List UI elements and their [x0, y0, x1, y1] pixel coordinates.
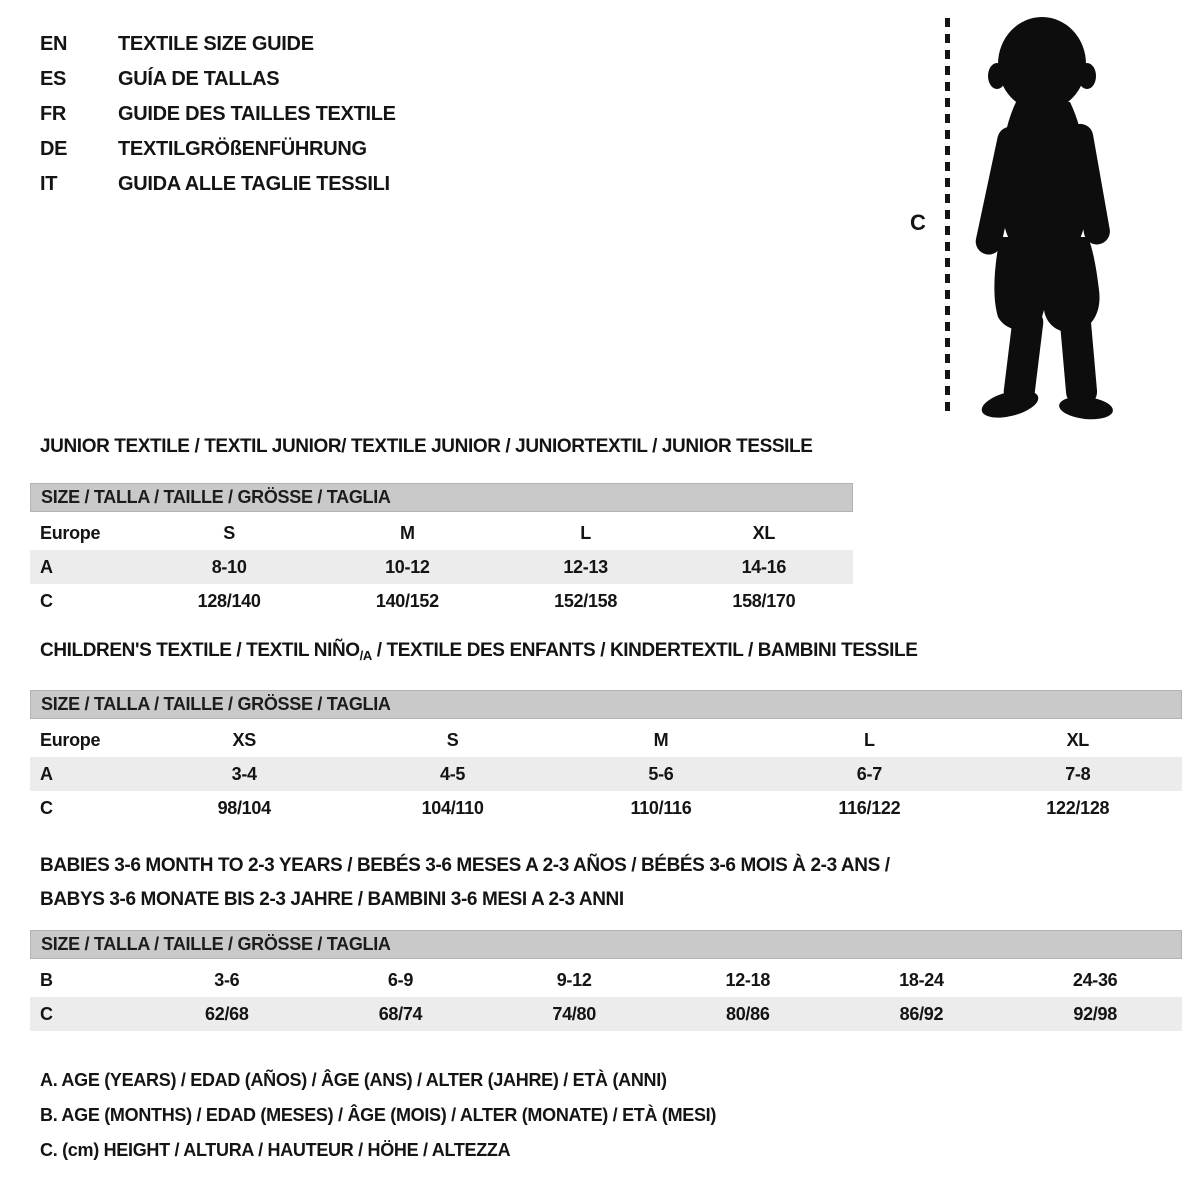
table-row-age — [30, 757, 1182, 791]
section-childrens-textile — [30, 640, 1182, 818]
footnote-b: B. AGE (MONTHS) / EDAD (MESES) / ÂGE (MOIS) / ALTER (MONATE) / ETÀ (MESI) — [40, 1105, 717, 1125]
cell: XL — [752, 522, 776, 543]
cell: 9-12 — [556, 969, 592, 990]
language-code: ES — [40, 68, 67, 90]
cell: XS — [232, 729, 256, 750]
footnotes — [40, 1063, 716, 1168]
cell: 14-16 — [741, 556, 787, 577]
section-title-line2: BABYS 3-6 MONATE BIS 2-3 JAHRE / BAMBINI 3-6 MESI A 2-3 ANNI — [40, 889, 624, 910]
cell: 3-4 — [231, 763, 257, 784]
children-size-table — [30, 723, 1182, 825]
title-part: CHILDREN'S TEXTILE / TEXTIL NIÑO — [40, 640, 360, 661]
table-row-europe — [30, 723, 1182, 757]
size-header-bar: SIZE / TALLA / TAILLE / GRÖSSE / TAGLIA — [30, 690, 1182, 719]
row-label: Europe — [40, 729, 101, 750]
cell: S — [446, 729, 459, 750]
cell: 62/68 — [205, 1003, 249, 1024]
title-subscript: /A — [359, 648, 372, 663]
cell: 6-7 — [856, 763, 882, 784]
language-title: GUIDE DES TAILLES TEXTILE — [118, 103, 396, 125]
size-figure — [0, 0, 1200, 430]
table-row-height — [30, 997, 1182, 1031]
table-row-europe — [30, 516, 853, 550]
footnote-c: C. (cm) HEIGHT / ALTURA / HAUTEUR / HÖHE / ALTEZZA — [40, 1140, 511, 1160]
babies-size-table — [30, 963, 1182, 1031]
row-label: B — [40, 969, 53, 990]
cell: 128/140 — [197, 590, 261, 611]
cell: 122/128 — [1046, 797, 1110, 818]
section-title: JUNIOR TEXTILE / TEXTIL JUNIOR/ TEXTILE JUNIOR / JUNIORTEXTIL / JUNIOR TESSILE — [40, 436, 813, 457]
cell: 116/122 — [838, 797, 901, 818]
size-header-bar: SIZE / TALLA / TAILLE / GRÖSSE / TAGLIA — [30, 930, 1182, 959]
cell: 10-12 — [385, 556, 430, 577]
section-title-line1: BABIES 3-6 MONTH TO 2-3 YEARS / BEBÉS 3-6 MESES A 2-3 AÑOS / BÉBÉS 3-6 MOIS À 2-3 ANS / — [40, 855, 890, 876]
cell: 3-6 — [214, 969, 240, 990]
cell: 110/116 — [630, 797, 692, 818]
cell: 8-10 — [211, 556, 247, 577]
cell: 7-8 — [1065, 763, 1091, 784]
row-label: Europe — [40, 522, 101, 543]
figure-label-c: C — [910, 210, 926, 235]
cell: 24-36 — [1072, 969, 1118, 990]
language-code: EN — [40, 33, 68, 55]
cell: S — [223, 522, 235, 543]
title-part: / TEXTILE DES ENFANTS / KINDERTEXTIL / BAMBINI TESSILE — [371, 640, 918, 661]
language-title: GUIDA ALLE TAGLIE TESSILI — [118, 173, 390, 195]
cell: 74/80 — [552, 1003, 596, 1024]
cell: 104/110 — [421, 797, 484, 818]
cell: 6-9 — [387, 969, 414, 990]
language-title: TEXTILGRÖßENFÜHRUNG — [118, 138, 367, 160]
cell: L — [580, 522, 591, 543]
cell: 12-18 — [725, 969, 771, 990]
language-code: IT — [40, 173, 58, 195]
cell: 158/170 — [732, 590, 796, 611]
row-label: C — [40, 1003, 53, 1024]
height-dashed-line — [945, 18, 950, 415]
section-junior-textile — [30, 436, 853, 611]
cell: 80/86 — [726, 1003, 770, 1024]
cell: 98/104 — [217, 797, 271, 818]
cell: 86/92 — [899, 1003, 944, 1024]
section-babies-textile — [30, 849, 1182, 1024]
cell: 140/152 — [375, 590, 439, 611]
language-code: DE — [40, 138, 68, 160]
cell: L — [864, 729, 875, 750]
row-label: A — [40, 763, 53, 784]
language-code: FR — [40, 103, 67, 125]
table-row-height — [30, 791, 1182, 825]
cell: 68/74 — [378, 1003, 423, 1024]
cell: 5-6 — [648, 763, 674, 784]
cell: M — [653, 729, 669, 750]
cell: 12-13 — [563, 556, 608, 577]
junior-size-table — [30, 516, 853, 618]
row-label: C — [40, 797, 53, 818]
table-row-height — [30, 584, 853, 618]
language-title: TEXTILE SIZE GUIDE — [118, 33, 314, 55]
cell: M — [400, 522, 415, 543]
table-row-age — [30, 550, 853, 584]
table-row-months — [30, 963, 1182, 997]
cell: 92/98 — [1073, 1003, 1117, 1024]
cell: 18-24 — [899, 969, 944, 990]
size-header-bar: SIZE / TALLA / TAILLE / GRÖSSE / TAGLIA — [30, 483, 853, 512]
row-label: C — [40, 590, 53, 611]
row-label: A — [40, 556, 53, 577]
toddler-silhouette-icon — [962, 12, 1140, 422]
language-title: GUÍA DE TALLAS — [118, 68, 280, 90]
cell: 4-5 — [440, 763, 466, 784]
cell: 152/158 — [554, 590, 618, 611]
footnote-a: A. AGE (YEARS) / EDAD (AÑOS) / ÂGE (ANS) / ALTER (JAHRE) / ETÀ (ANNI) — [40, 1070, 667, 1090]
section-title — [30, 640, 1182, 663]
cell: XL — [1066, 729, 1089, 750]
